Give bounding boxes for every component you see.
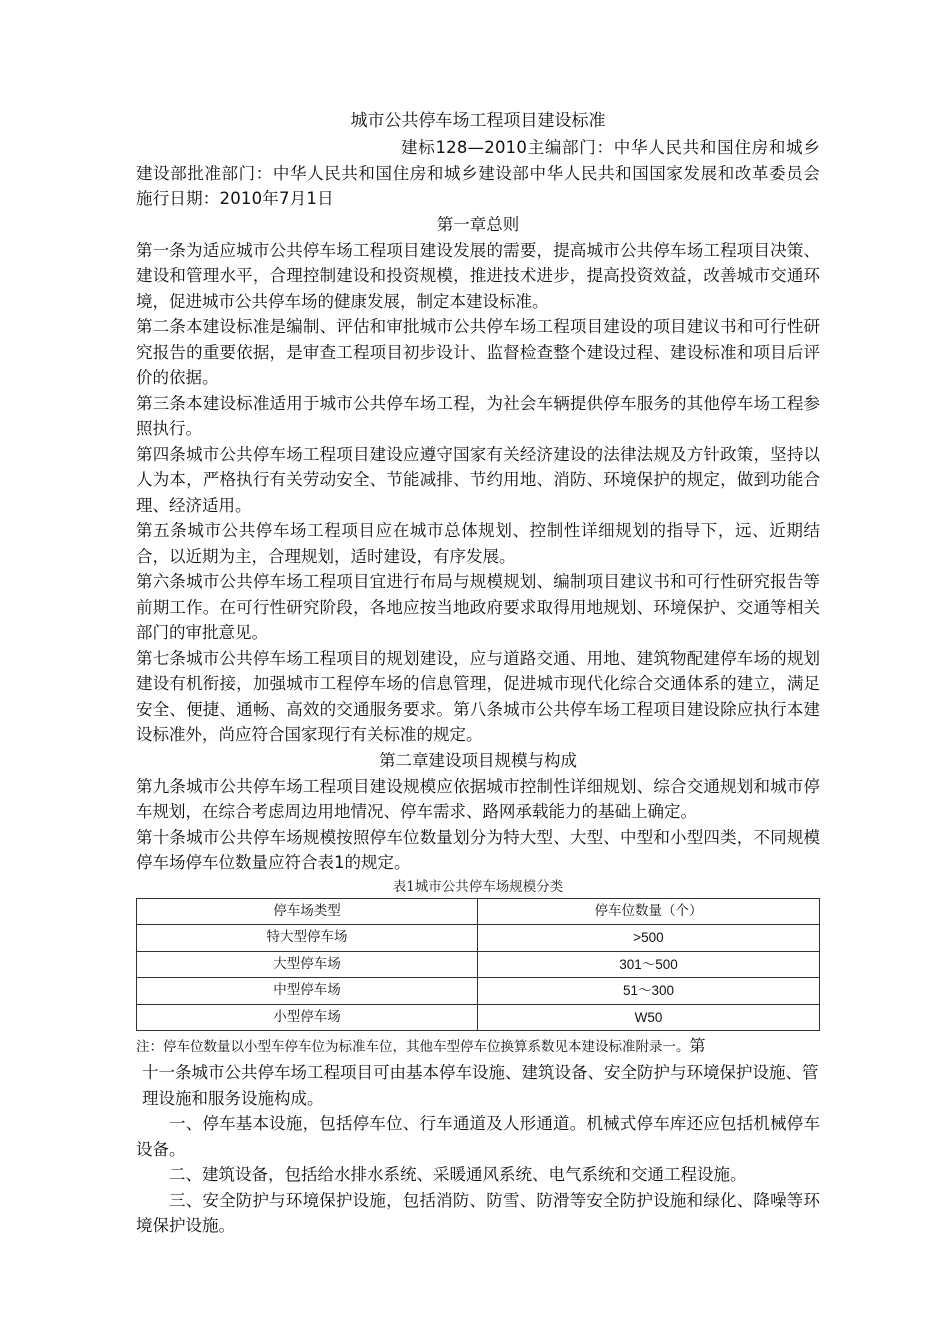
table-cell-type: 小型停车场 <box>137 1004 478 1031</box>
article-1: 第一条为适应城市公共停车场工程项目建设发展的需要，提高城市公共停车场工程项目决策、建设和管理水平，合理控制建设和投资规模，推进技术进步，提高投资效益，改善城市交通环境，促进城市公共停车场的健康发展，制定本建设标准。 <box>136 240 820 311</box>
chapter2-heading: 第二章建设项目规模与构成 <box>379 750 577 770</box>
table-cell-type: 中型停车场 <box>137 978 478 1005</box>
article-9: 第九条城市公共停车场工程项目建设规模应依据城市控制性详细规划、综合交通规划和城市停车规划，在综合考虑周边用地情况、停车需求、路网承载能力的基础上确定。 <box>136 776 820 821</box>
table-cell-count: 51〜300 <box>478 978 820 1005</box>
document-body <box>136 108 820 1239</box>
list-item: 二、建筑设备，包括给水排水系统、采暖通风系统、电气系统和交通工程设施。 <box>169 1165 747 1184</box>
table-note <box>136 1033 820 1060</box>
article-4: 第四条城市公共停车场工程项目建设应遵守国家有关经济建设的法律法规及方针政策，坚持以人为本，严格执行有关劳动安全、节能减排、节约用地、消防、环境保护的规定，做到功能合理、经济适用。 <box>136 444 820 515</box>
document-meta: 建标128—2010主编部门：中华人民共和国住房和城乡建设部批准部门：中华人民共和国住房和城乡建设部中华人民共和国国家发展和改革委员会施行日期：2010年7月1日 <box>136 138 820 208</box>
table-caption: 表1城市公共停车场规模分类 <box>392 878 564 895</box>
table-cell-type: 特大型停车场 <box>137 925 478 952</box>
table-header-cell: 停车场类型 <box>137 898 478 925</box>
list-item: 一、停车基本设施，包括停车位、行车通道及人形通道。机械式停车库还应包括机械停车设备。 <box>136 1114 820 1159</box>
article-5: 第五条城市公共停车场工程项目应在城市总体规划、控制性详细规划的指导下，远、近期结合，以近期为主，合理规划，适时建设，有序发展。 <box>136 521 820 566</box>
article-2: 第二条本建设标准是编制、评估和审批城市公共停车场工程项目建设的项目建议书和可行性研究报告的重要依据，是审查工程项目初步设计、监督检查整个建设过程、建设标准和项目后评价的依据。 <box>136 317 820 387</box>
article-6: 第六条城市公共停车场工程项目宜进行布局与规模规划、编制项目建议书和可行性研究报告等前期工作。在可行性研究阶段，各地应按当地政府要求取得用地规划、环境保护、交通等相关部门的审批意见。 <box>136 572 820 642</box>
list-item: 三、安全防护与环境保护设施，包括消防、防雪、防滑等安全防护设施和绿化、降噪等环境保护设施。 <box>136 1190 820 1235</box>
parking-scale-table <box>136 898 820 1032</box>
table-cell-type: 大型停车场 <box>137 951 478 978</box>
table-row <box>137 951 820 978</box>
article-7-8: 第七条城市公共停车场工程项目的规划建设，应与道路交通、用地、建筑物配建停车场的规划建设有机衔接，加强城市工程停车场的信息管理，促进城市现代化综合交通体系的建立，满足安全、便捷、通畅、高效的交通服务要求。第八条城市公共停车场工程项目建设除应执行本建设标准外，尚应符合国家现行有关标准的规定。 <box>136 648 820 744</box>
article-3: 第三条本建设标准适用于城市公共停车场工程，为社会车辆提供停车服务的其他停车场工程参照执行。 <box>136 393 820 438</box>
article-10: 第十条城市公共停车场规模按照停车位数量划分为特大型、大型、中型和小型四类，不同规模停车场停车位数量应符合表1的规定。 <box>136 827 820 872</box>
chapter1-heading: 第一章总则 <box>436 214 520 234</box>
table-cell-count: W50 <box>478 1004 820 1031</box>
table-cell-count: >500 <box>478 925 820 952</box>
table-header-cell: 停车位数量（个） <box>478 898 820 925</box>
table-note-tail: 第 <box>689 1036 706 1055</box>
table-note-text: 注：停车位数量以小型车停车位为标准车位，其他车型停车位换算系数见本建设标准附录一。 <box>136 1039 690 1055</box>
table-cell-count: 301〜500 <box>478 951 820 978</box>
table-row <box>137 925 820 952</box>
table-row <box>137 1004 820 1031</box>
table-header-row <box>137 898 820 925</box>
article-11: 十一条城市公共停车场工程项目可由基本停车设施、建筑设备、安全防护与环境保护设施、管理设施和服务设施构成。 <box>142 1063 819 1108</box>
table-row <box>137 978 820 1005</box>
document-title: 城市公共停车场工程项目建设标准 <box>350 111 606 131</box>
